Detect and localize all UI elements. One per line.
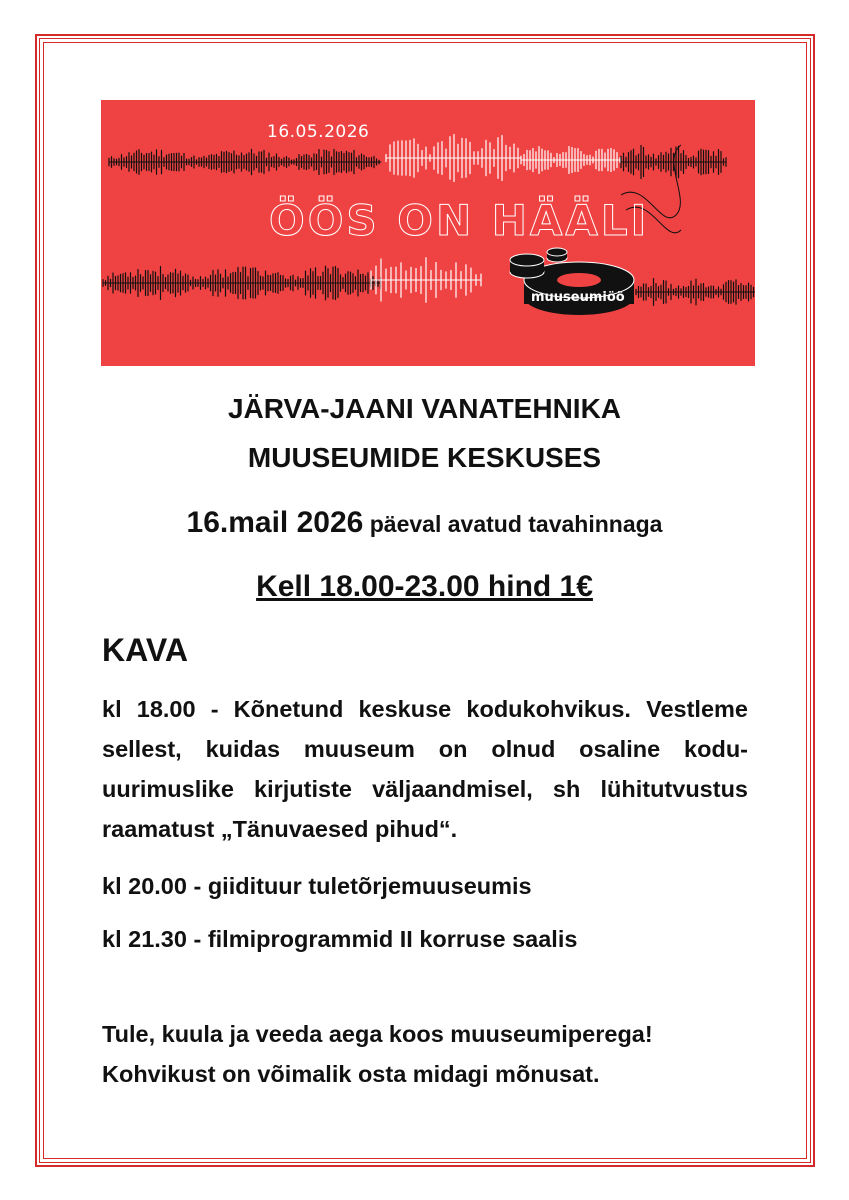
program-item: kl 18.00 - Kõnetund keskuse kodukohvikus. Vestleme sellest, kuidas muuseum on olnud osaline kodu-uurimuslike kirjutiste väljaandmisel, sh lühitutvustus raamatust „Tänuvaesed pihud“. [102,696,748,842]
closing-line-1: Tule, kuula ja veeda aega koos muuseumiperega! [102,1021,653,1047]
event-date: 16.mail 2026 [186,506,364,539]
program-title: KAVA [102,632,188,668]
price-line: Kell 18.00-23.00 hind 1€ [256,570,593,603]
date-line [0,506,849,540]
program-item: kl 20.00 - giidituur tuletõrjemuuseumis [102,873,532,899]
closing-line-2: Kohvikust on võimalik osta midagi mõnusat. [102,1061,600,1087]
heading-line-2: MUUSEUMIDE KESKUSES [247,442,602,473]
program-item: kl 21.30 - filmiprogrammid II korruse saalis [102,926,578,952]
date-note: päeval avatud tavahinnaga [363,511,663,537]
event-banner [101,100,755,366]
banner-title: ÖÖS ON HÄÄLI [269,196,650,245]
heading-line-1: JÄRVA-JAANI VANATEHNIKA [227,393,622,424]
logo-text: muuseumiöö [531,290,625,305]
banner-date: 16.05.2026 [267,122,370,142]
closing-text [102,1014,762,1094]
